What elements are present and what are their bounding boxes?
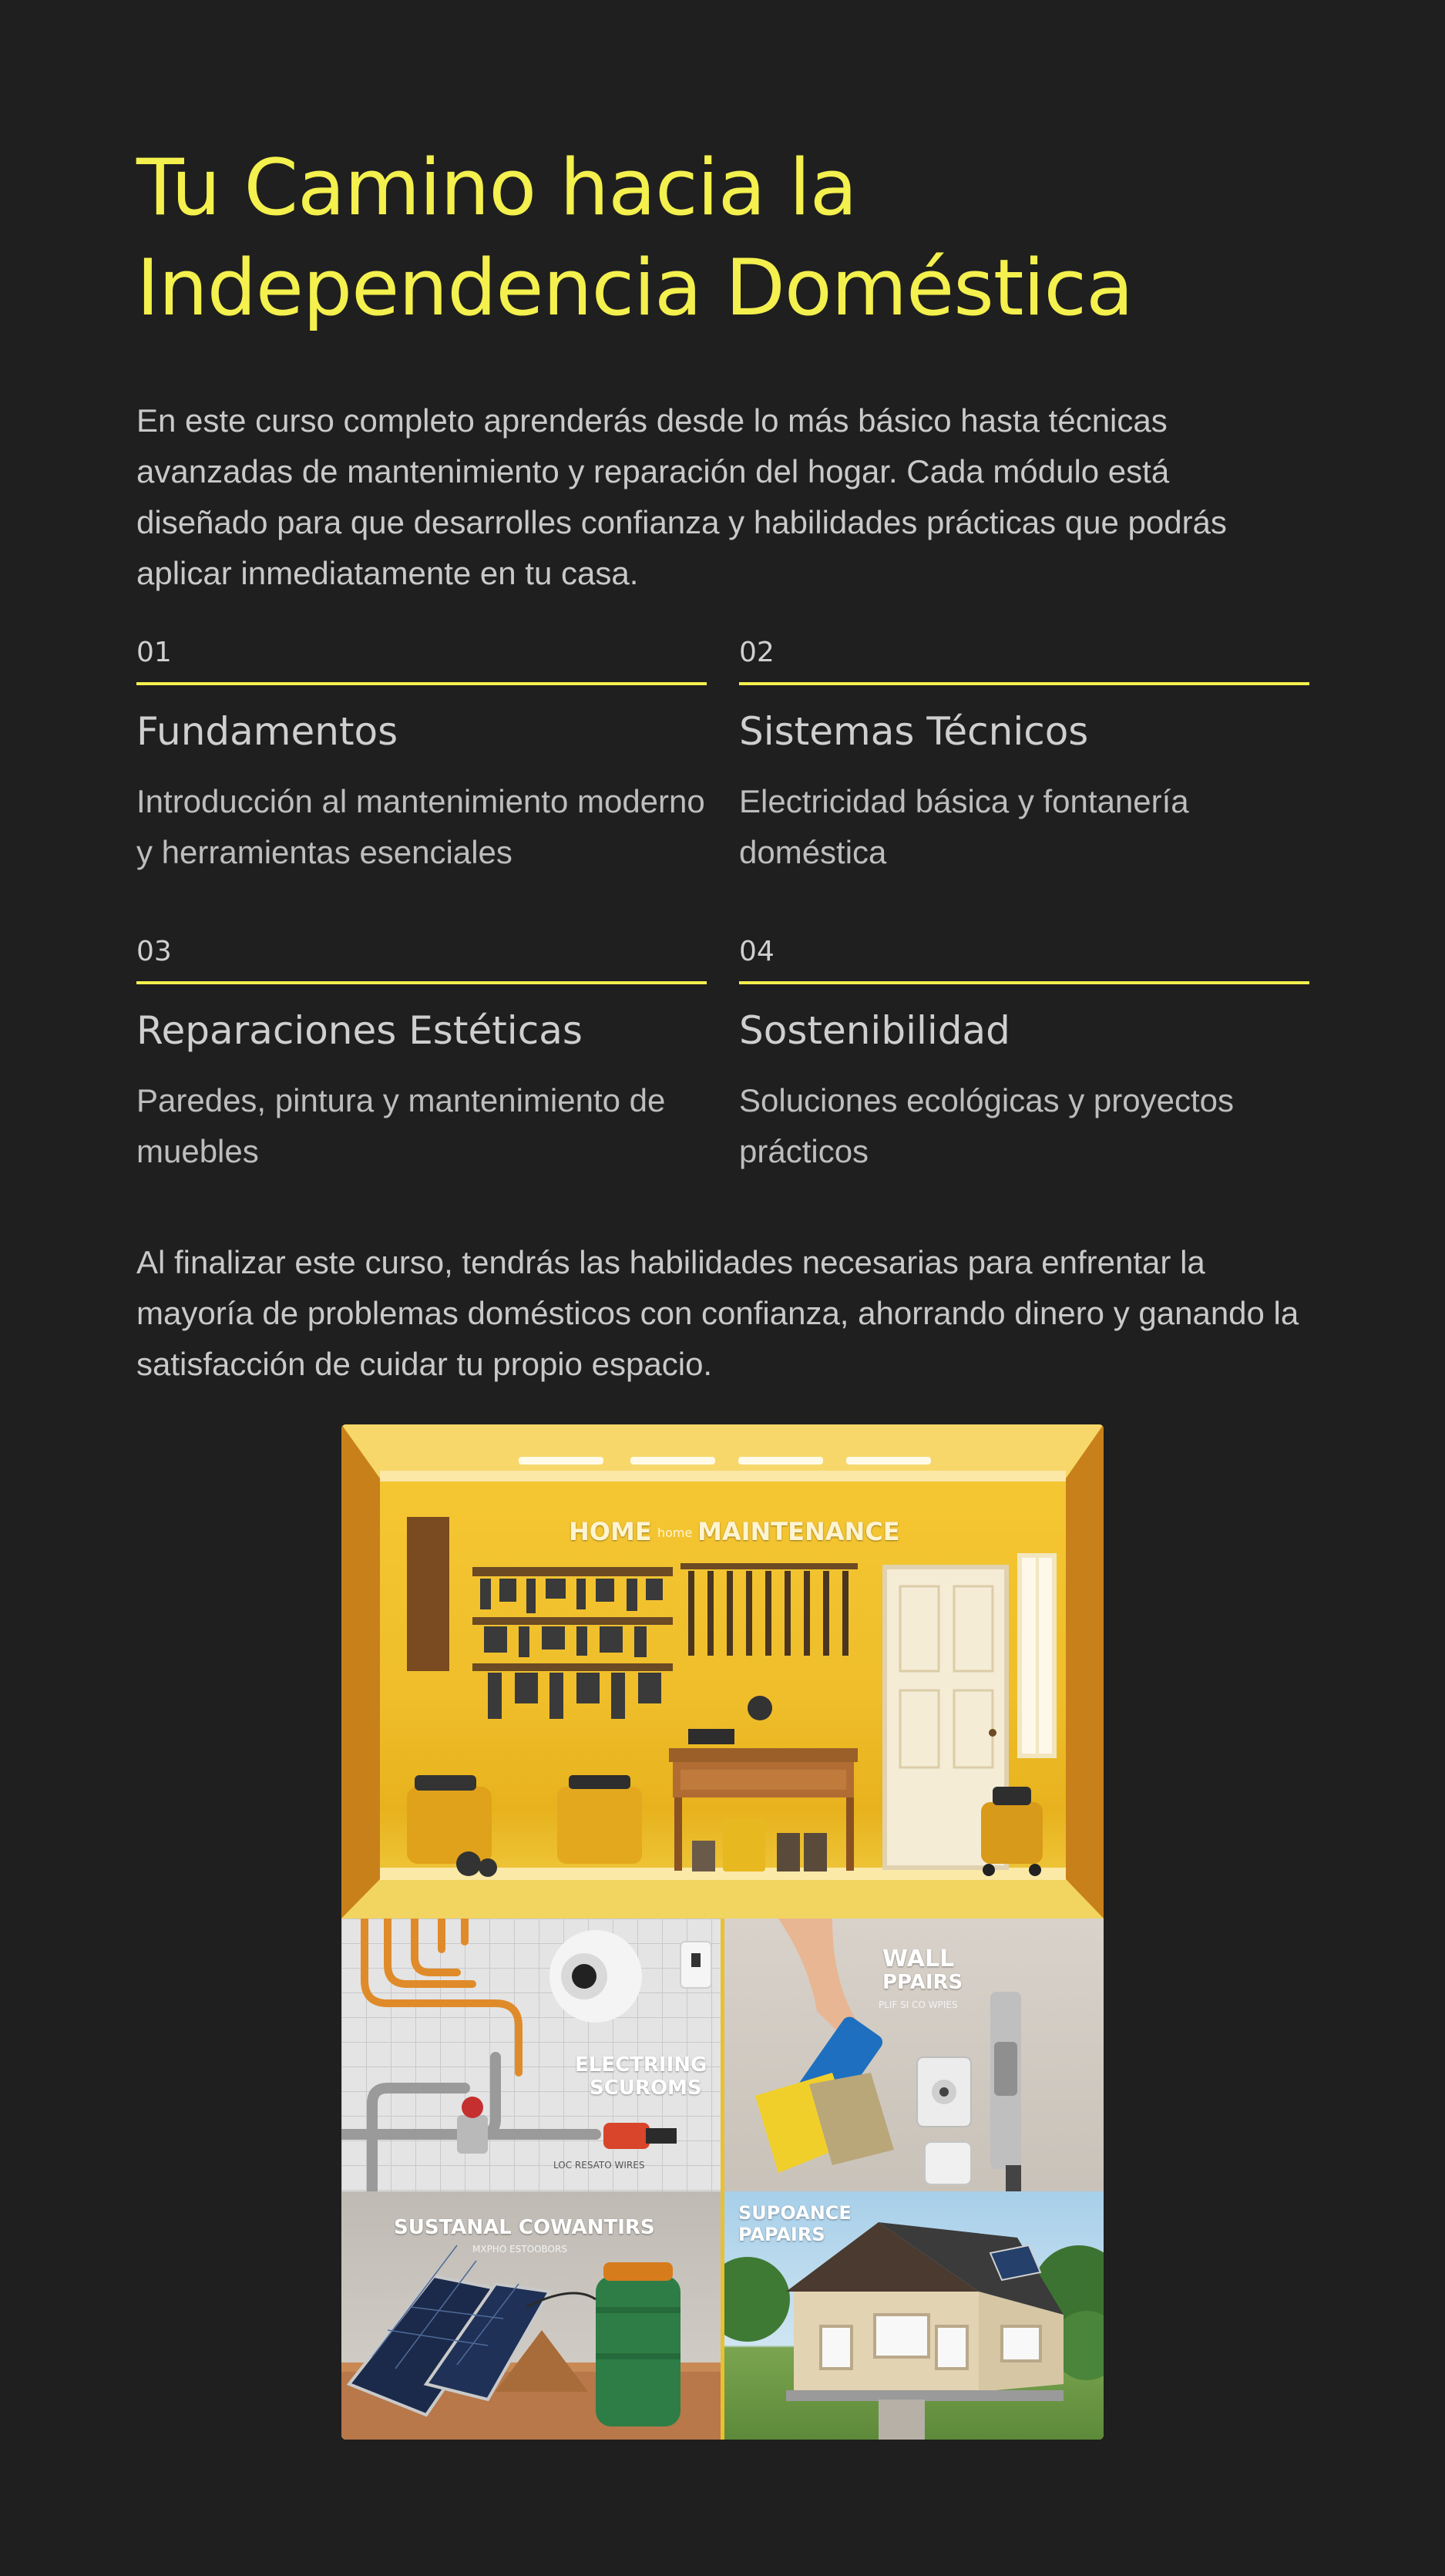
module-number: 03 <box>136 936 172 967</box>
plumbing-panel <box>341 1919 721 2191</box>
page-title-line-1: Tu Camino hacia la <box>136 142 857 233</box>
module-divider <box>136 682 707 685</box>
wall-sign-small: PLIF SI CO WPIES <box>879 1999 958 2010</box>
module-description: Soluciones ecológicas y proyectos prácticos <box>739 1082 1235 1169</box>
module-title: Sostenibilidad <box>739 1008 1010 1053</box>
module-divider <box>739 682 1309 685</box>
intro-paragraph: En este curso completo aprenderás desde lo más básico hasta técnicas avanzadas de mantenimiento y reparación del hogar. Cada módulo está diseñado para que desarrolles confianza y habilidades prácticas que podrás aplicar inmediatamente en tu casa. <box>136 402 1227 591</box>
module-divider <box>136 981 707 984</box>
house-sign-line-2: PAPAIRS <box>738 2224 825 2245</box>
module-description: Introducción al mantenimiento moderno y herramientas esenciales <box>136 783 705 870</box>
closing-paragraph: Al finalizar este curso, tendrás las habilidades necesarias para enfrentar la mayoría de problemas domésticos con confianza, ahorrando dinero y ganando la satisfacción de cuidar tu propio espacio. <box>136 1244 1299 1382</box>
module-card-reparaciones-esteticas <box>136 936 707 1169</box>
solar-sign-small: MXPHO ESTOOBORS <box>472 2244 567 2255</box>
solar-sign: SUSTANAL COWANTIRS <box>394 2216 655 2239</box>
module-card-sostenibilidad <box>739 936 1309 1169</box>
module-number: 01 <box>136 637 172 668</box>
page-title-line-2: Independencia Doméstica <box>136 242 1133 333</box>
wall-sign-line-1: WALL <box>882 1945 955 1972</box>
wall-sign-line-2: PPAIRS <box>882 1971 963 1994</box>
solar-panel-scene <box>341 2191 721 2440</box>
house-panel <box>724 2191 1104 2440</box>
workshop-sign-home: HOME <box>569 1517 652 1546</box>
module-number: 02 <box>739 637 775 668</box>
workshop-sign-maintenance: MAINTENANCE <box>697 1517 900 1546</box>
module-title: Sistemas Técnicos <box>739 709 1089 754</box>
module-card-sistemas-tecnicos <box>739 637 1309 870</box>
house-sign-line-1: SUPOANCE <box>738 2202 852 2224</box>
module-title: Fundamentos <box>136 709 398 754</box>
workshop-illustration <box>341 1424 1104 1919</box>
module-card-fundamentos <box>136 637 707 870</box>
plumbing-sign-line-1: ELECTRIING <box>575 2053 707 2077</box>
workshop-sign-home-small: home <box>657 1525 693 1540</box>
module-description: Paredes, pintura y mantenimiento de muebles <box>136 1082 666 1169</box>
module-divider <box>739 981 1309 984</box>
workshop-panel <box>341 1424 1104 1919</box>
module-description: Electricidad básica y fontanería doméstica <box>739 783 1189 870</box>
plumbing-sign-line-2: SCUROMS <box>590 2077 702 2100</box>
plumbing-sign-small: LOC RESATO WIRES <box>553 2160 645 2171</box>
module-number: 04 <box>739 936 775 967</box>
wall-repair-panel <box>724 1919 1104 2191</box>
course-collage-image <box>341 1424 1104 2440</box>
module-title: Reparaciones Estéticas <box>136 1008 583 1053</box>
page-title <box>136 137 1308 338</box>
